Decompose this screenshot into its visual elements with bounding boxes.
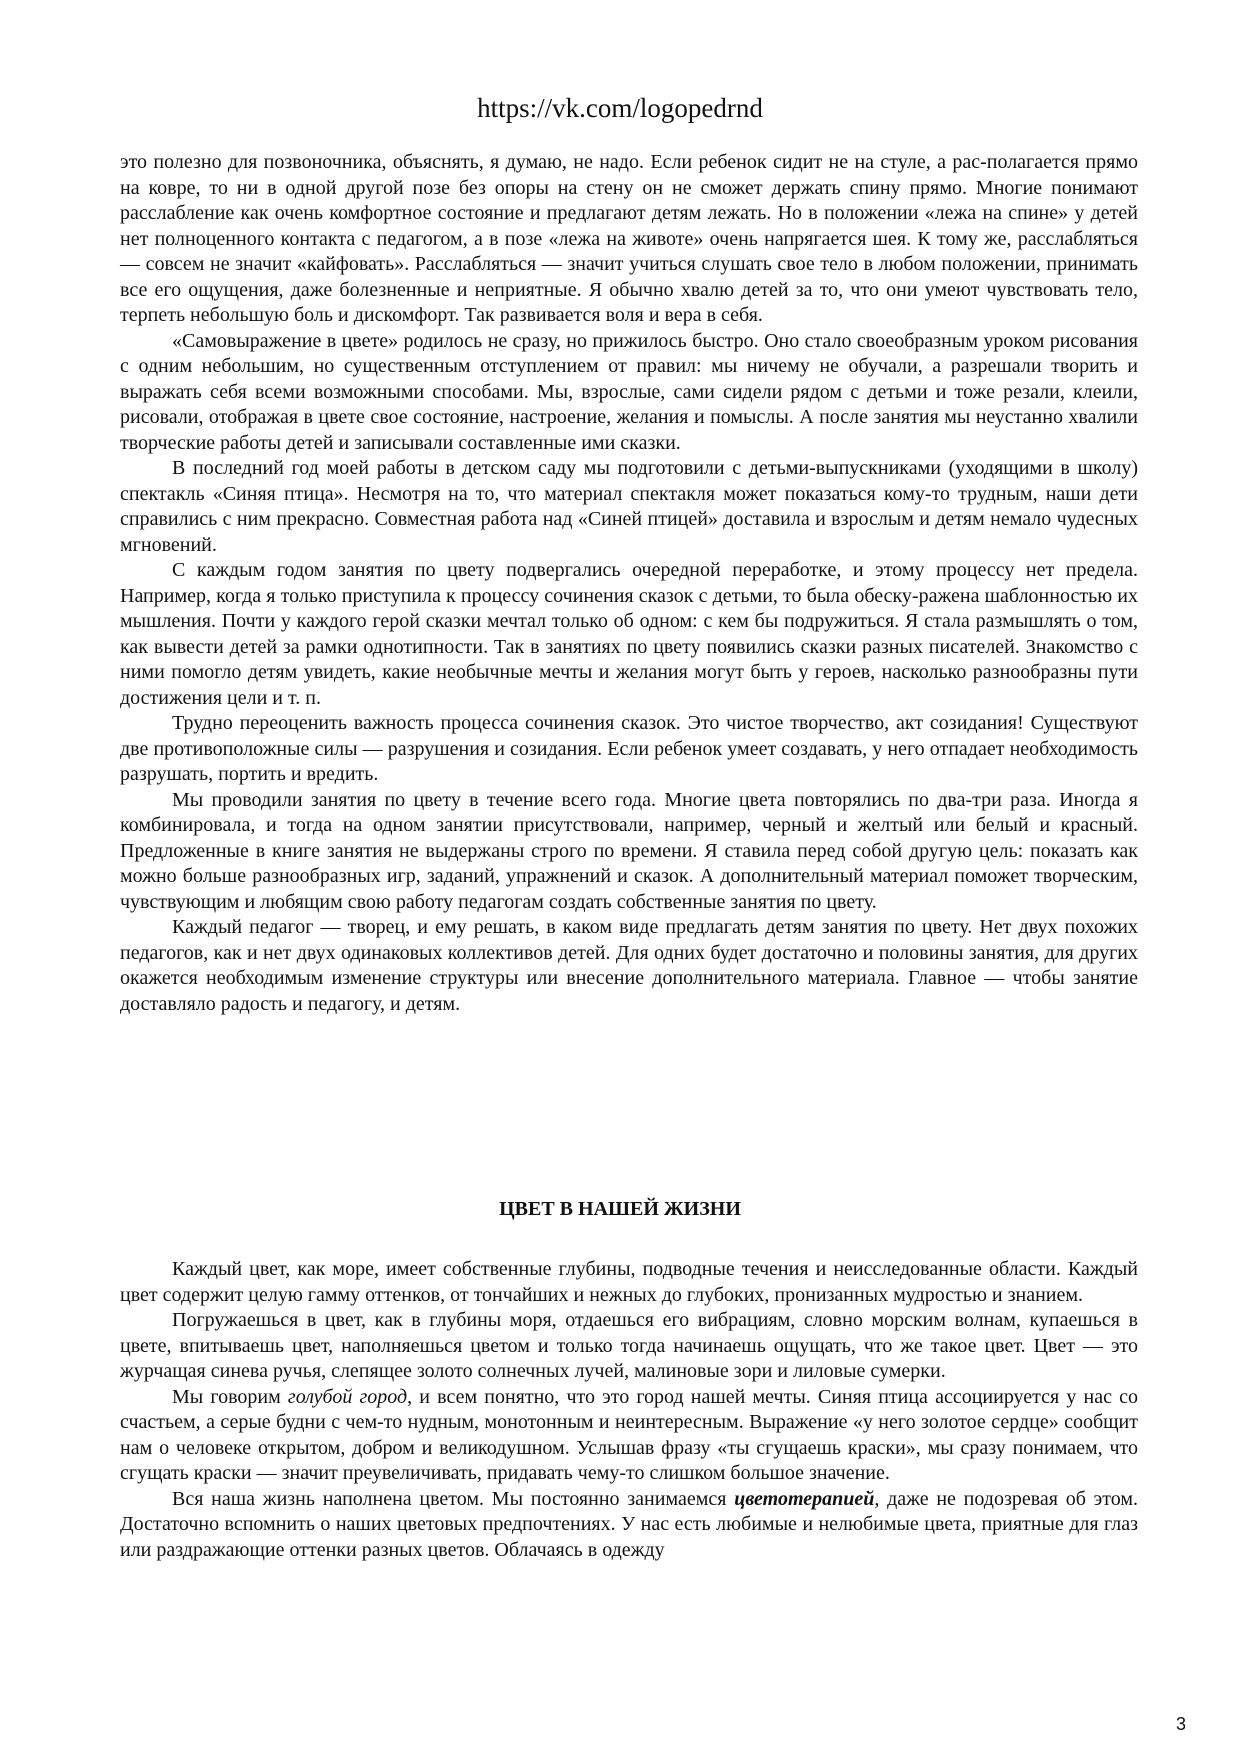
paragraph: Каждый цвет, как море, имеет собственные глубины, подводные течения и неисследованные области. Каждый цвет содержит целую гамму оттенков, от тончайших и нежных до глубоких, пронизанных мудростью и знанием. xyxy=(120,1258,1138,1306)
paragraph-mixed xyxy=(120,1487,1138,1564)
paragraph: Мы проводили занятия по цвету в течение всего года. Многие цвета повторялись по два-три раза. Иногда я комбинировала, и тогда на одном занятии присутствовали, например, черный и желтый или белый и красный. Предложенные в книге занятия не выдержаны строго по времени. Я ставила перед собой другую цель: показать как можно больше разнообразных игр, заданий, упражнений и сказок. А дополнительный материал поможет творческим, чувствующим и любящим свою работу педагогам создать собственные занятия по цвету. xyxy=(120,788,1138,913)
section-text-block xyxy=(120,1257,1138,1563)
paragraph: С каждым годом занятия по цвету подвергались очередной переработке, и этому процессу нет предела. Например, когда я только приступила к процессу сочинения сказок с детьми, то была обеску-ражена шаблонностью их мышления. Почти у каждого герой сказки мечтал только об одном: с кем бы подружиться. Я стала размышлять о том, как вывести детей за рамки однотипности. Так в занятиях по цвету появились сказки разных писателей. Знакомство с ними помогло детям увидеть, какие необычные мечты и желания могут быть у героев, насколько разнообразны пути достижения цели и т. п. xyxy=(120,559,1138,709)
bold-italic-term: цветотерапией xyxy=(734,1487,875,1510)
paragraph: Трудно переоценить важность процесса сочинения сказок. Это чистое творчество, акт созидания! Существуют две противоположные силы — разрушения и созидания. Если ребенок умеет создавать, у него отпадает необходимость разрушать, портить и вредить. xyxy=(120,712,1138,785)
text-run: , даже не подозревая об этом. Достаточно вспомнить о наших цветовых предпочтениях. У нас есть любимые и нелюбимые цвета, приятные для глаз или раздражающие оттенки разных цветов. Облачаясь в одежду xyxy=(120,1487,1138,1561)
page-number: 3 xyxy=(1176,1714,1187,1734)
italic-phrase: голубой город xyxy=(287,1385,408,1408)
paragraph-mixed xyxy=(120,1385,1138,1487)
paragraph: это полезно для позвоночника, объяснять, я думаю, не надо. Если ребенок сидит не на стуле, а рас-полагается прямо на ковре, то ни в одной другой позе без опоры на стену он не сможет держать спину прямо. Многие понимают расслабление как очень комфортное состояние и предлагают детям лежать. Но в положении «лежа на спине» у детей нет полноценного контакта с педагогом, а в позе «лежа на животе» очень напрягается шея. К тому же, расслабляться — совсем не значит «кайфовать». Расслабляться — значит учиться слушать свое тело в любом положении, принимать все его ощущения, даже болезненные и неприятные. Я обычно хвалю детей за то, что они умеют чувствовать тело, терпеть небольшую боль и дискомфорт. Так развивается воля и вера в себя. xyxy=(120,151,1138,326)
paragraph: Погружаешься в цвет, как в глубины моря, отдаешься его вибрациям, словно морским волнам, купаешься в цвете, впитываешь цвет, наполняешься цветом и только тогда начинаешь ощущать, что же такое цвет. Цвет — это журчащая синева ручья, слепящее золото солнечных лучей, малиновые зори и лиловые сумерки. xyxy=(120,1309,1138,1382)
text-run: Мы говорим xyxy=(172,1385,288,1408)
paragraph: Каждый педагог — творец, и ему решать, в каком виде предлагать детям занятия по цвету. Нет двух похожих педагогов, как и нет двух одинаковых коллективов детей. Для одних будет достаточно и половины занятия, для других окажется необходимым изменение структуры или внесение дополнительного материала. Главное — чтобы занятие доставляло радость и педагогу, и детям. xyxy=(120,916,1138,1015)
paragraph: В последний год моей работы в детском саду мы подготовили с детьми-выпускниками (уходящими в школу) спектакль «Синяя птица». Несмотря на то, что материал спектакля может показаться кому-то трудным, наши дети справились с ним прекрасно. Совместная работа над «Синей птицей» доставила и взрослым и детям немало чудесных мгновений. xyxy=(120,457,1138,556)
section-heading: ЦВЕТ В НАШЕЙ ЖИЗНИ xyxy=(499,1198,741,1220)
main-text-block xyxy=(120,150,1138,1017)
text-run: , и всем понятно, что это город нашей мечты. Синяя птица ассоциируется у нас со счастьем, а серые будни с чем-то нудным, монотонным и неинтересным. Выражение «у него золотое сердце» сообщит нам о человеке открытом, добром и великодушном. Услышав фразу «ты сгущаешь краски», мы сразу понимаем, что сгущать краски — значит преувеличивать, придавать чему-то слишком большое значение. xyxy=(120,1385,1139,1484)
text-run: Вся наша жизнь наполнена цветом. Мы постоянно занимаемся xyxy=(172,1487,735,1510)
page-header-url: https://vk.com/logopedrnd xyxy=(477,93,763,123)
paragraph: «Самовыражение в цвете» родилось не сразу, но прижилось быстро. Оно стало своеобразным уроком рисования с одним небольшим, но существенным отступлением от правил: мы ничему не обучали, а разрешали творить и выражать себя всеми возможными способами. Мы, взрослые, сами сидели рядом с детьми и тоже резали, клеили, рисовали, отображая в цвете свое состояние, настроение, желания и помыслы. А после занятия мы неустанно хвалили творческие работы детей и записывали составленные ими сказки. xyxy=(120,329,1138,454)
